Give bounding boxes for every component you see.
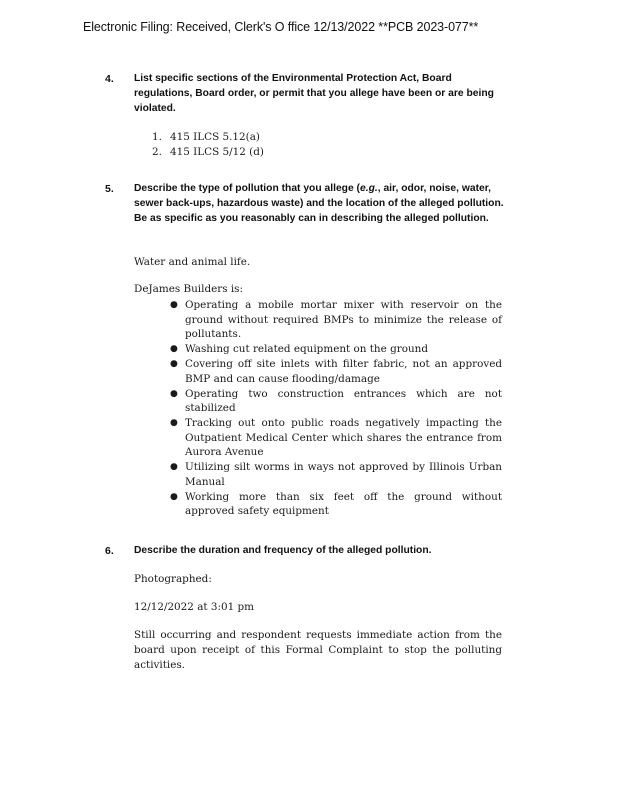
list-item-text: 415 ILCS 5/12 (d) (170, 146, 264, 158)
question-5-text-part1: Describe the type of pollution that you allege ( (134, 183, 360, 194)
list-item-text: 415 ILCS 5.12(a) (170, 131, 260, 143)
question-6-number: 6. (105, 545, 114, 557)
bullet-icon: ● (170, 418, 178, 428)
list-item (166, 342, 502, 357)
question-4-number: 4. (105, 73, 114, 85)
list-item-text: Covering off site inlets with filter fabric, not an approved BMP and can cause flooding/damage (185, 358, 502, 385)
list-item (152, 145, 264, 160)
list-item (166, 357, 502, 386)
photographed-date: 12/12/2022 at 3:01 pm (134, 601, 255, 613)
list-item-text: Operating a mobile mortar mixer with reservoir on the ground without required BMPs to minimize the release of pollutants. (185, 299, 502, 340)
question-5-text-part2: , air, odor, noise, water, sewer back-ups, hazardous waste) and the location of the alleged pollution. Be as specific as you reasonably can in describing the alleged pollution. (134, 183, 504, 224)
list-item (166, 490, 502, 519)
bullet-icon: ● (170, 359, 178, 369)
list-item-text: Working more than six feet off the ground without approved safety equipment (185, 490, 502, 517)
list-item (166, 387, 502, 416)
list-item (152, 130, 264, 145)
list-item (166, 460, 502, 489)
bullet-icon: ● (170, 462, 178, 472)
pollution-bullet-list (166, 298, 502, 519)
list-item-text: Utilizing silt worms in ways not approved by Illinois Urban Manual (185, 461, 502, 488)
question-5-number: 5. (105, 183, 114, 195)
list-item-number: 2. (152, 146, 162, 158)
list-item-text: Washing cut related equipment on the ground (185, 343, 428, 355)
bullet-icon: ● (170, 344, 178, 354)
question-4-text: List specific sections of the Environmental Protection Act, Board regulations, Board order, or permit that you allege have been or are being violated. (134, 73, 494, 114)
list-item-text: Tracking out onto public roads negatively impacting the Outpatient Medical Center which shares the entrance from Aurora Avenue (185, 417, 502, 458)
list-item-text: Operating two construction entrances which are not stabilized (185, 387, 502, 414)
bullet-icon: ● (170, 388, 178, 399)
list-item (166, 298, 502, 342)
closing-statement: Still occurring and respondent requests immediate action from the board upon receipt of this Formal Complaint to stop the polluting activities. (134, 629, 502, 671)
photographed-label: Photographed: (134, 573, 212, 585)
bullet-icon: ● (170, 300, 178, 310)
builder-line: DeJames Builders is: (134, 283, 244, 295)
list-item (166, 416, 502, 460)
question-4-violations-list (152, 130, 264, 160)
answer-5-intro: Water and animal life. (134, 256, 251, 268)
list-item-number: 1. (152, 131, 162, 143)
bullet-icon: ● (170, 491, 178, 502)
electronic-filing-stamp: Electronic Filing: Received, Clerk's O ffice 12/13/2022 **PCB 2023-077** (83, 20, 479, 34)
question-5-text (134, 181, 509, 226)
question-6-text: Describe the duration and frequency of the alleged pollution. (134, 545, 432, 556)
question-5-text-eg: e.g. (359, 183, 378, 194)
